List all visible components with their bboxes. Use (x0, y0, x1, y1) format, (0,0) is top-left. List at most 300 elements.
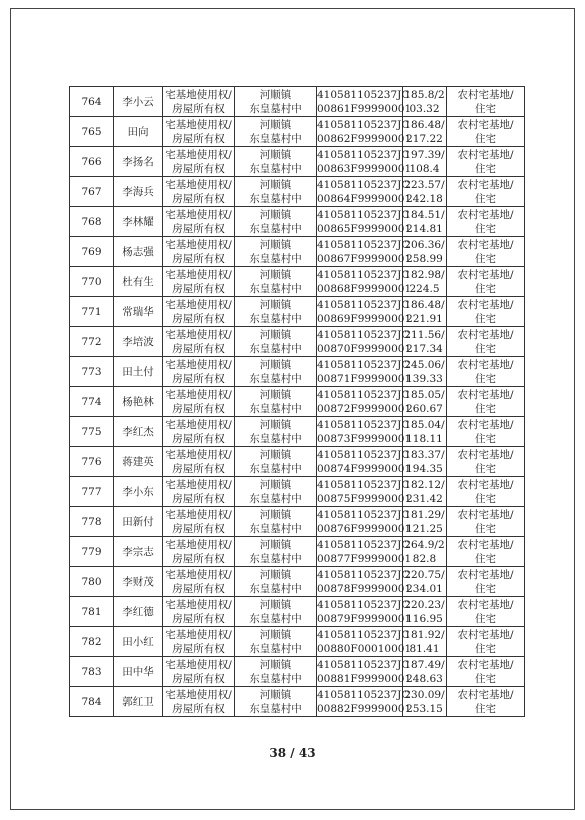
land-use-line: 农村宅基地/ (457, 148, 514, 161)
area-line: 186.48/ (404, 298, 445, 311)
owner-name-cell: 田向 (114, 117, 163, 147)
unit-code-line: 00879F99990001 (317, 612, 412, 625)
area-line: 118.11 (406, 432, 443, 445)
owner-name-cell: 李财茂 (114, 567, 163, 597)
unit-code-cell (317, 687, 412, 717)
unit-code-line: 410581105237JC (317, 688, 410, 701)
unit-code-line: 00874F99990001 (317, 462, 412, 475)
unit-code-line: 410581105237JC (317, 448, 410, 461)
location-line: 河顺镇 (259, 688, 292, 701)
unit-code-line: 00865F99990001 (317, 222, 412, 235)
unit-code-line: 00872F99990001 (317, 402, 412, 415)
table-row (70, 117, 525, 147)
unit-code-line: 00864F99990001 (317, 192, 412, 205)
unit-code-line: 410581105237JC (317, 178, 410, 191)
right-type-cell (163, 387, 235, 417)
owner-name-cell: 郭红卫 (114, 687, 163, 717)
right-type-line: 房屋所有权 (172, 582, 225, 595)
unit-code-line: 41058110523​7JC (317, 88, 410, 101)
area-line: 187.49/ (404, 658, 445, 671)
unit-code-line: 410581105237JC (317, 238, 410, 251)
unit-code-line: 00877F99990001 (317, 552, 412, 565)
location-line: 东皇墓村中 (249, 402, 302, 415)
land-use-cell (447, 687, 525, 717)
land-use-line: 农村宅基地/ (457, 448, 514, 461)
location-line: 东皇墓村中 (249, 672, 302, 685)
area-line: 234.01 (406, 582, 443, 595)
location-cell (235, 177, 317, 207)
unit-code-line: 410581105237JC (317, 268, 410, 281)
owner-name-cell: 蒋建英 (114, 447, 163, 477)
area-line: 220.23/ (404, 598, 445, 611)
table-row (70, 147, 525, 177)
unit-code-line: 410581105237JC (317, 358, 410, 371)
area-cell (403, 267, 447, 297)
unit-code-cell (317, 477, 412, 507)
area-line: 194.35 (406, 462, 443, 475)
location-line: 东皇墓村中 (249, 282, 302, 295)
area-cell (403, 657, 447, 687)
unit-code-cell (317, 507, 412, 537)
right-type-line: 房屋所有权 (172, 222, 225, 235)
unit-code-line: 410581105237JC (317, 568, 410, 581)
area-line: 230.09/ (404, 688, 445, 701)
right-type-cell (163, 237, 235, 267)
unit-code-line: 410581105237JC (317, 118, 410, 131)
right-type-cell (163, 177, 235, 207)
land-use-line: 农村宅基地/ (457, 88, 514, 101)
area-cell (403, 147, 447, 177)
area-cell (403, 597, 447, 627)
unit-code-cell (317, 627, 412, 657)
area-line: 248.63 (406, 672, 443, 685)
area-cell (403, 477, 447, 507)
right-type-line: 宅基地使用权/ (165, 598, 232, 611)
land-use-line: 住宅 (475, 402, 496, 415)
unit-code-line: 00861F99990001 (317, 102, 412, 115)
right-type-line: 宅基地使用权/ (165, 268, 232, 281)
land-use-cell (447, 147, 525, 177)
area-line: 211.56/ (404, 328, 445, 341)
location-line: 东皇墓村中 (249, 462, 302, 475)
area-line: 197.39/ (404, 148, 445, 161)
owner-name-cell: 李扬名 (114, 147, 163, 177)
row-number-cell: 783 (70, 657, 114, 687)
area-line: 231.42 (406, 492, 443, 505)
right-type-line: 房屋所有权 (172, 312, 225, 325)
right-type-line: 房屋所有权 (172, 102, 225, 115)
land-use-cell (447, 597, 525, 627)
area-line: 245.06/ (404, 358, 445, 371)
location-cell (235, 687, 317, 717)
land-use-line: 农村宅基地/ (457, 658, 514, 671)
land-use-cell (447, 267, 525, 297)
area-cell (403, 207, 447, 237)
land-use-cell (447, 357, 525, 387)
unit-code-line: 00867F99990001 (317, 252, 412, 265)
unit-code-cell (317, 597, 412, 627)
row-number-cell: 766 (70, 147, 114, 177)
table-row (70, 507, 525, 537)
area-cell (403, 117, 447, 147)
land-use-line: 农村宅基地/ (457, 238, 514, 251)
land-use-line: 住宅 (475, 702, 496, 715)
row-number-cell: 778 (70, 507, 114, 537)
right-type-line: 房屋所有权 (172, 432, 225, 445)
unit-code-line: 410581105237JC (317, 208, 410, 221)
unit-code-line: 410581105237JC (317, 418, 410, 431)
location-line: 河顺镇 (259, 358, 292, 371)
location-cell (235, 627, 317, 657)
area-cell (403, 687, 447, 717)
right-type-line: 宅基地使用权/ (165, 238, 232, 251)
right-type-line: 宅基地使用权/ (165, 688, 232, 701)
land-use-line: 农村宅基地/ (457, 628, 514, 641)
right-type-cell (163, 357, 235, 387)
right-type-line: 宅基地使用权/ (165, 508, 232, 521)
registration-table (69, 86, 525, 717)
right-type-cell (163, 657, 235, 687)
location-cell (235, 657, 317, 687)
area-cell (403, 417, 447, 447)
land-use-line: 农村宅基地/ (457, 118, 514, 131)
land-use-cell (447, 627, 525, 657)
unit-code-line: 00881F99990001 (317, 672, 412, 685)
location-cell (235, 507, 317, 537)
owner-name-cell: 李宗志 (114, 537, 163, 567)
location-cell (235, 537, 317, 567)
right-type-cell (163, 477, 235, 507)
table-row (70, 537, 525, 567)
table-row (70, 597, 525, 627)
area-line: 224.5 (409, 282, 440, 295)
area-line: 186.48/ (404, 118, 445, 131)
land-use-cell (447, 567, 525, 597)
area-line: 223.57/ (404, 178, 445, 191)
unit-code-cell (317, 87, 412, 117)
location-cell (235, 147, 317, 177)
table-row (70, 387, 525, 417)
right-type-line: 房屋所有权 (172, 492, 225, 505)
right-type-line: 房屋所有权 (172, 162, 225, 175)
right-type-cell (163, 147, 235, 177)
owner-name-cell: 李小东 (114, 477, 163, 507)
unit-code-line: 410581105237JC (317, 148, 410, 161)
location-line: 东皇墓村中 (249, 522, 302, 535)
area-cell (403, 87, 447, 117)
table-row (70, 327, 525, 357)
unit-code-cell (317, 237, 412, 267)
location-line: 河顺镇 (259, 268, 292, 281)
location-line: 东皇墓村中 (249, 372, 302, 385)
owner-name-cell: 李红德 (114, 597, 163, 627)
area-line: 139.33 (406, 372, 443, 385)
area-line: 81.41 (409, 642, 440, 655)
land-use-line: 农村宅基地/ (457, 538, 514, 551)
area-cell (403, 327, 447, 357)
land-use-line: 住宅 (475, 612, 496, 625)
owner-name-cell: 杨志强 (114, 237, 163, 267)
right-type-line: 房屋所有权 (172, 132, 225, 145)
location-line: 东皇墓村中 (249, 642, 302, 655)
right-type-cell (163, 447, 235, 477)
area-line: 181.92/ (404, 628, 445, 641)
area-cell (403, 627, 447, 657)
owner-name-cell: 李培波 (114, 327, 163, 357)
right-type-cell (163, 207, 235, 237)
location-cell (235, 237, 317, 267)
owner-name-cell: 田新付 (114, 507, 163, 537)
registration-table-body (70, 87, 525, 717)
unit-code-line: 410581105237JC (317, 478, 410, 491)
row-number-cell: 781 (70, 597, 114, 627)
land-use-line: 住宅 (475, 462, 496, 475)
location-line: 河顺镇 (259, 448, 292, 461)
land-use-line: 农村宅基地/ (457, 388, 514, 401)
row-number-cell: 777 (70, 477, 114, 507)
row-number-cell: 776 (70, 447, 114, 477)
right-type-line: 宅基地使用权/ (165, 88, 232, 101)
unit-code-line: 410581105237JC (317, 388, 410, 401)
table-row (70, 87, 525, 117)
owner-name-cell: 田中华 (114, 657, 163, 687)
unit-code-line: 00882F99990001 (317, 702, 412, 715)
location-cell (235, 267, 317, 297)
table-row (70, 237, 525, 267)
unit-code-line: 410581105237JC (317, 628, 410, 641)
location-line: 东皇墓村中 (249, 582, 302, 595)
right-type-cell (163, 117, 235, 147)
area-line: 185.05/ (404, 388, 445, 401)
location-cell (235, 447, 317, 477)
location-line: 东皇墓村中 (249, 162, 302, 175)
right-type-line: 房屋所有权 (172, 192, 225, 205)
unit-code-line: 00873F99990001 (317, 432, 412, 445)
location-cell (235, 597, 317, 627)
area-cell (403, 237, 447, 267)
right-type-cell (163, 417, 235, 447)
row-number-cell: 780 (70, 567, 114, 597)
owner-name-cell: 田小红 (114, 627, 163, 657)
table-row (70, 267, 525, 297)
right-type-line: 宅基地使用权/ (165, 628, 232, 641)
land-use-cell (447, 537, 525, 567)
right-type-line: 宅基地使用权/ (165, 328, 232, 341)
land-use-line: 住宅 (475, 222, 496, 235)
land-use-cell (447, 447, 525, 477)
land-use-cell (447, 477, 525, 507)
table-row (70, 627, 525, 657)
area-line: 264.9/2 (404, 538, 445, 551)
row-number-cell: 775 (70, 417, 114, 447)
location-line: 东皇墓村中 (249, 312, 302, 325)
location-line: 东皇墓村中 (249, 342, 302, 355)
unit-code-line: 00878F99990001 (317, 582, 412, 595)
location-line: 东皇墓村中 (249, 222, 302, 235)
location-line: 河顺镇 (259, 148, 292, 161)
land-use-line: 农村宅基地/ (457, 418, 514, 431)
land-use-line: 农村宅基地/ (457, 358, 514, 371)
right-type-line: 宅基地使用权/ (165, 478, 232, 491)
location-line: 河顺镇 (259, 298, 292, 311)
location-line: 东皇墓村中 (249, 192, 302, 205)
area-line: 182.98/ (404, 268, 445, 281)
area-line: 181.29/ (404, 508, 445, 521)
land-use-cell (447, 657, 525, 687)
area-line: 221.91 (406, 312, 443, 325)
right-type-cell (163, 87, 235, 117)
land-use-line: 农村宅基地/ (457, 268, 514, 281)
right-type-line: 宅基地使用权/ (165, 208, 232, 221)
location-line: 河顺镇 (259, 538, 292, 551)
row-number-cell: 779 (70, 537, 114, 567)
table-row (70, 297, 525, 327)
area-cell (403, 507, 447, 537)
right-type-line: 房屋所有权 (172, 642, 225, 655)
location-line: 东皇墓村中 (249, 102, 302, 115)
land-use-line: 住宅 (475, 672, 496, 685)
right-type-line: 宅基地使用权/ (165, 298, 232, 311)
area-line: 206.36/ (404, 238, 445, 251)
unit-code-line: 410581105237JC (317, 658, 410, 671)
unit-code-cell (317, 357, 412, 387)
area-cell (403, 447, 447, 477)
table-row (70, 417, 525, 447)
land-use-line: 农村宅基地/ (457, 568, 514, 581)
right-type-line: 房屋所有权 (172, 342, 225, 355)
table-row (70, 687, 525, 717)
row-number-cell: 764 (70, 87, 114, 117)
right-type-line: 房屋所有权 (172, 372, 225, 385)
unit-code-line: 410581105237JC (317, 298, 410, 311)
area-cell (403, 387, 447, 417)
table-row (70, 567, 525, 597)
right-type-cell (163, 687, 235, 717)
location-line: 河顺镇 (259, 178, 292, 191)
location-cell (235, 417, 317, 447)
location-line: 河顺镇 (259, 658, 292, 671)
land-use-line: 住宅 (475, 492, 496, 505)
area-line: 108.4 (409, 162, 440, 175)
row-number-cell: 765 (70, 117, 114, 147)
land-use-line: 农村宅基地/ (457, 688, 514, 701)
right-type-cell (163, 597, 235, 627)
land-use-line: 农村宅基地/ (457, 178, 514, 191)
unit-code-line: 00870F99990001 (317, 342, 412, 355)
land-use-line: 农村宅基地/ (457, 328, 514, 341)
land-use-cell (447, 177, 525, 207)
land-use-line: 住宅 (475, 162, 496, 175)
location-cell (235, 327, 317, 357)
land-use-cell (447, 87, 525, 117)
land-use-line: 住宅 (475, 342, 496, 355)
row-number-cell: 768 (70, 207, 114, 237)
right-type-cell (163, 507, 235, 537)
land-use-line: 住宅 (475, 192, 496, 205)
location-line: 东皇墓村中 (249, 492, 302, 505)
location-cell (235, 87, 317, 117)
location-line: 河顺镇 (259, 328, 292, 341)
unit-code-cell (317, 417, 412, 447)
table-row (70, 207, 525, 237)
unit-code-cell (317, 447, 412, 477)
area-line: 184.51/ (404, 208, 445, 221)
unit-code-line: 00880F00010001 (317, 642, 412, 655)
unit-code-line: 00868F99990001 (317, 282, 412, 295)
location-line: 东皇墓村中 (249, 252, 302, 265)
unit-code-line: 00862F99990001 (317, 132, 412, 145)
row-number-cell: 771 (70, 297, 114, 327)
area-line: 260.67 (406, 402, 443, 415)
right-type-line: 宅基地使用权/ (165, 538, 232, 551)
area-line: 183.37/ (404, 448, 445, 461)
land-use-line: 农村宅基地/ (457, 208, 514, 221)
right-type-line: 宅基地使用权/ (165, 388, 232, 401)
unit-code-cell (317, 297, 412, 327)
owner-name-cell: 李小云 (114, 87, 163, 117)
land-use-cell (447, 207, 525, 237)
table-row (70, 477, 525, 507)
land-use-cell (447, 297, 525, 327)
right-type-line: 房屋所有权 (172, 702, 225, 715)
right-type-line: 房屋所有权 (172, 462, 225, 475)
location-line: 东皇墓村中 (249, 132, 302, 145)
right-type-line: 房屋所有权 (172, 282, 225, 295)
area-line: 182.12/ (404, 478, 445, 491)
row-number-cell: 774 (70, 387, 114, 417)
unit-code-cell (317, 387, 412, 417)
right-type-cell (163, 537, 235, 567)
unit-code-cell (317, 117, 412, 147)
location-cell (235, 297, 317, 327)
location-cell (235, 357, 317, 387)
area-line: 185.8/2 (404, 88, 445, 101)
land-use-line: 住宅 (475, 372, 496, 385)
area-cell (403, 567, 447, 597)
owner-name-cell: 杜有生 (114, 267, 163, 297)
right-type-line: 宅基地使用权/ (165, 358, 232, 371)
right-type-line: 房屋所有权 (172, 522, 225, 535)
unit-code-line: 410581105237JC (317, 508, 410, 521)
unit-code-cell (317, 147, 412, 177)
area-line: 217.34 (406, 342, 443, 355)
area-line: 121.25 (406, 522, 443, 535)
location-line: 河顺镇 (259, 388, 292, 401)
owner-name-cell: 杨艳林 (114, 387, 163, 417)
right-type-line: 房屋所有权 (172, 672, 225, 685)
unit-code-cell (317, 657, 412, 687)
land-use-cell (447, 327, 525, 357)
unit-code-line: 00869F99990001 (317, 312, 412, 325)
row-number-cell: 772 (70, 327, 114, 357)
land-use-cell (447, 387, 525, 417)
unit-code-cell (317, 327, 412, 357)
owner-name-cell: 李海兵 (114, 177, 163, 207)
row-number-cell: 769 (70, 237, 114, 267)
unit-code-cell (317, 537, 412, 567)
right-type-line: 宅基地使用权/ (165, 658, 232, 671)
land-use-line: 住宅 (475, 252, 496, 265)
table-row (70, 447, 525, 477)
location-cell (235, 207, 317, 237)
right-type-line: 房屋所有权 (172, 402, 225, 415)
right-type-line: 房屋所有权 (172, 552, 225, 565)
right-type-line: 房屋所有权 (172, 612, 225, 625)
row-number-cell: 784 (70, 687, 114, 717)
area-line: 220.75/ (404, 568, 445, 581)
right-type-cell (163, 327, 235, 357)
table-row (70, 177, 525, 207)
